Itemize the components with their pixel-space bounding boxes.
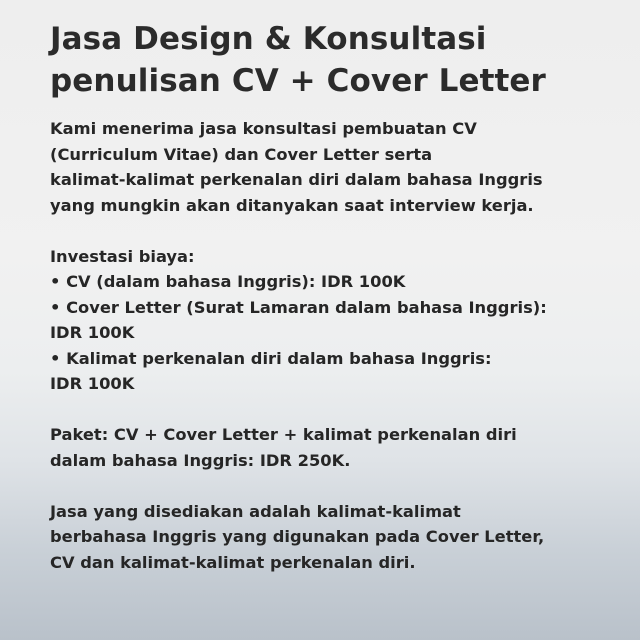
package-line: Paket: CV + Cover Letter + kalimat perkenalan diri — [50, 425, 517, 444]
intro-line: yang mungkin akan ditanyakan saat interview kerja. — [50, 195, 534, 215]
page-title — [50, 18, 620, 102]
closing-line: CV dan kalimat-kalimat perkenalan diri. — [50, 552, 416, 572]
intro-line: kalimat-kalimat perkenalan diri dalam bahasa Inggris — [50, 170, 543, 189]
pricing-item: • Cover Letter (Surat Lamaran dalam bahasa Inggris): — [50, 297, 547, 317]
pricing-heading: Investasi biaya: — [50, 246, 195, 266]
title-line: penulisan CV + Cover Letter — [50, 63, 546, 99]
intro-line: (Curriculum Vitae) dan Cover Letter serta — [50, 144, 433, 164]
spacer — [50, 473, 620, 499]
intro-line: Kami menerima jasa konsultasi pembuatan CV — [50, 119, 477, 138]
service-description-card — [50, 18, 620, 575]
closing-line: Jasa yang disediakan adalah kalimat-kalimat — [50, 501, 461, 521]
title-line: Jasa Design & Konsultasi — [50, 21, 487, 57]
pricing-section — [50, 244, 620, 397]
package-paragraph — [50, 422, 620, 473]
closing-paragraph — [50, 499, 620, 576]
pricing-item: IDR 100K — [50, 374, 135, 393]
intro-paragraph — [50, 116, 620, 218]
pricing-item: • CV (dalam bahasa Inggris): IDR 100K — [50, 272, 406, 291]
pricing-item: • Kalimat perkenalan diri dalam bahasa Inggris: — [50, 348, 492, 368]
pricing-item: IDR 100K — [50, 323, 135, 342]
spacer — [50, 218, 620, 244]
closing-line: berbahasa Inggris yang digunakan pada Cover Letter, — [50, 527, 545, 546]
spacer — [50, 397, 620, 423]
package-line: dalam bahasa Inggris: IDR 250K. — [50, 450, 351, 470]
